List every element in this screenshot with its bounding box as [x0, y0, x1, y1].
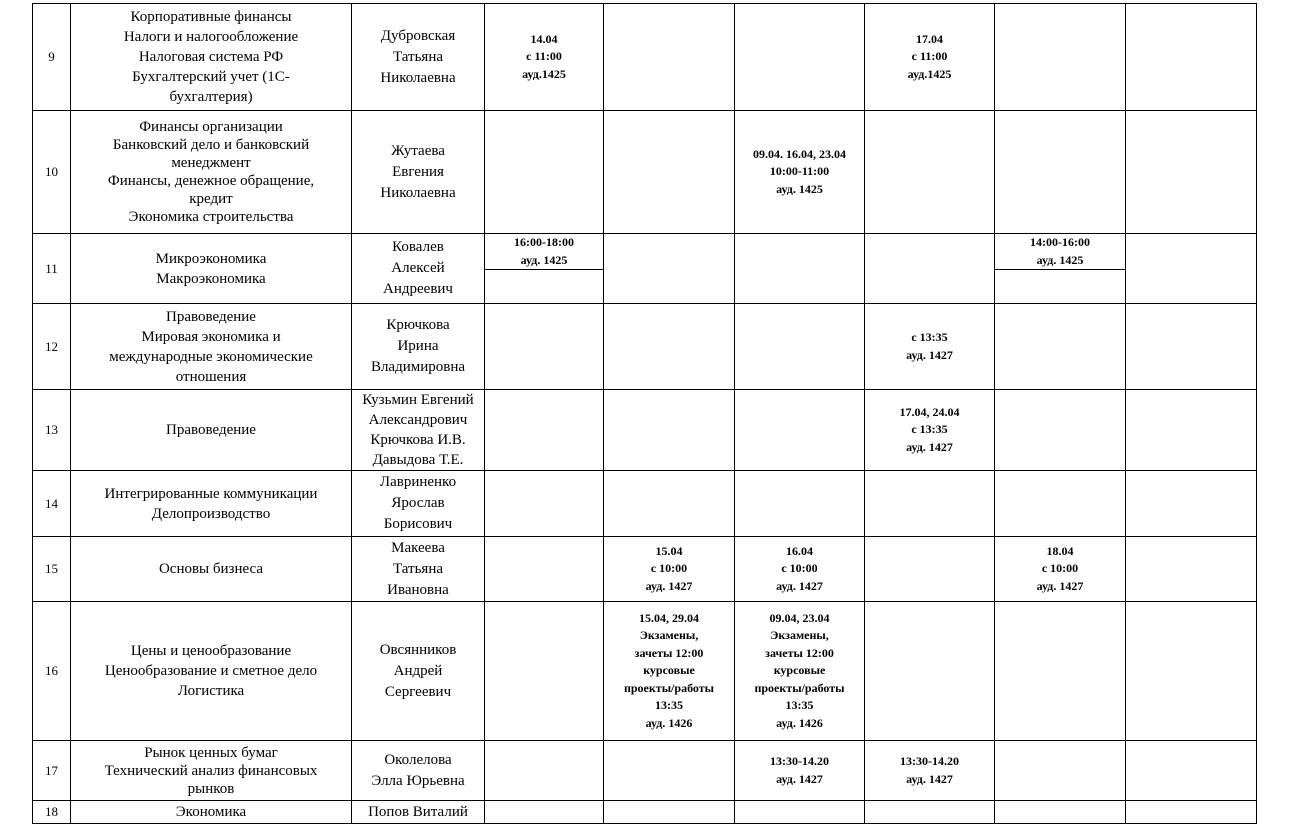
schedule-slot-4	[865, 304, 995, 390]
subject-line: Макроэкономика	[156, 270, 266, 287]
subject-line: Цены и ценообразование	[130, 643, 292, 659]
schedule-slot-5	[995, 801, 1126, 824]
subject-line: Основы бизнеса	[158, 561, 264, 577]
schedule-slot-6	[1126, 4, 1257, 111]
schedule-entry-line: ауд. 1425	[1036, 252, 1084, 267]
schedule-slot-5	[995, 304, 1126, 390]
schedule-entry-line: 17.04, 24.04	[899, 404, 960, 419]
schedule-slot-2	[604, 304, 735, 390]
schedule-entry-line: 14.04	[530, 31, 558, 46]
schedule-entry-line: ауд. 1427	[645, 578, 693, 593]
schedule-entry-line: ауд. 1427	[906, 439, 953, 454]
schedule-slot-1	[485, 234, 604, 304]
schedule-entry-line: Экзамены,	[639, 628, 699, 643]
schedule-slot-1	[485, 304, 604, 390]
schedule-slot-4	[865, 471, 995, 537]
schedule-entry-line: 18.04	[1046, 543, 1074, 558]
schedule-slot-3	[735, 741, 865, 801]
schedule-slot-4	[865, 741, 995, 801]
teacher-cell	[352, 602, 485, 741]
schedule-entry-line: ауд. 1427	[1036, 578, 1084, 593]
teacher-name-line: Сергеевич	[384, 683, 452, 700]
schedule-slot-2	[604, 4, 735, 111]
subject-line: Рынок ценных бумаг	[144, 744, 278, 761]
schedule-slot-5	[995, 741, 1126, 801]
teacher-name-line: Татьяна	[392, 48, 444, 65]
subject-line: Налоги и налогообложение	[123, 29, 299, 45]
schedule-table	[32, 3, 1257, 824]
table-row	[33, 602, 1257, 741]
schedule-entry-line: 17.04	[916, 31, 943, 46]
schedule-slot-4	[865, 801, 995, 824]
schedule-entry-line: ауд. 1426	[645, 715, 693, 730]
schedule-entry-line: проекты/работы	[754, 680, 845, 695]
schedule-entry-line: с 10:00	[1041, 561, 1079, 576]
teacher-name-line: Овсянников	[379, 641, 457, 658]
subject-line: Правоведение	[166, 422, 256, 438]
teacher-name-line: Лавриненко	[379, 474, 457, 490]
table-row	[33, 471, 1257, 537]
teacher-name-line: Татьяна	[392, 560, 444, 577]
schedule-slot-3	[735, 390, 865, 471]
schedule-entry-line: 09.04. 16.04, 23.04	[753, 146, 846, 161]
teacher-cell	[352, 741, 485, 801]
schedule-entry-line: 13:30-14.20	[900, 754, 959, 768]
subject-line: отношения	[175, 368, 247, 385]
schedule-slot-5	[995, 537, 1126, 602]
table-row	[33, 4, 1257, 111]
schedule-entry-line: ауд.1425	[907, 66, 952, 81]
schedule-slot-4	[865, 4, 995, 111]
schedule-entry-line: 13:35	[655, 698, 683, 713]
teacher-cell	[352, 304, 485, 390]
teacher-name-line: Николаевна	[380, 184, 456, 201]
schedule-slot-6	[1126, 801, 1257, 824]
row-number: 17	[33, 741, 71, 801]
row-number: 16	[33, 602, 71, 741]
subjects-cell	[71, 471, 352, 537]
table-row	[33, 111, 1257, 234]
subject-line: Технический анализ финансовых	[104, 762, 318, 779]
teacher-cell	[352, 537, 485, 602]
subject-line: Экономика строительства	[128, 209, 294, 225]
schedule-entry-line: с 11:00	[911, 49, 948, 64]
schedule-entry-line: ауд. 1427	[776, 771, 823, 786]
subjects-cell	[71, 390, 352, 471]
schedule-entry-line: ауд. 1425	[520, 252, 568, 267]
schedule-entry-line: 15.04, 29.04	[639, 610, 699, 625]
schedule-entry-line: 14:00-16:00	[1030, 235, 1090, 249]
row-number: 10	[33, 111, 71, 234]
subjects-cell	[71, 602, 352, 741]
subject-line: Делопроизводство	[151, 505, 271, 522]
schedule-slot-5	[995, 4, 1126, 111]
teacher-name-line: Элла Юрьевна	[371, 772, 465, 789]
table-row	[33, 537, 1257, 602]
teacher-cell	[352, 471, 485, 537]
teacher-cell	[352, 111, 485, 234]
schedule-slot-5	[995, 111, 1126, 234]
schedule-slot-6	[1126, 741, 1257, 801]
table-row	[33, 741, 1257, 801]
schedule-slot-3	[735, 537, 865, 602]
schedule-entry-line: 16:00-18:00	[514, 235, 574, 249]
schedule-slot-2	[604, 801, 735, 824]
teacher-name-line: Андреевич	[383, 281, 453, 297]
teacher-cell	[352, 390, 485, 471]
teacher-name-line: Евгения	[392, 163, 444, 180]
schedule-entry-line: с 11:00	[526, 49, 562, 64]
subject-line: рынков	[187, 780, 235, 797]
subjects-cell	[71, 537, 352, 602]
schedule-slot-4	[865, 390, 995, 471]
schedule-slot-1	[485, 111, 604, 234]
schedule-slot-2	[604, 537, 735, 602]
schedule-entry-line: ауд. 1427	[906, 771, 953, 786]
subject-line: менеджмент	[171, 155, 251, 171]
schedule-entry-line: 13:30-14.20	[770, 754, 829, 768]
teacher-cell	[352, 234, 485, 304]
table-row	[33, 234, 1257, 304]
schedule-slot-6	[1126, 111, 1257, 234]
schedule-entry-line: курсовые	[773, 663, 826, 678]
subject-line: Банковский дело и банковский	[112, 137, 310, 153]
subject-line: Интегрированные коммуникации	[104, 485, 318, 502]
table-row	[33, 304, 1257, 390]
teacher-name-line: Крючкова	[386, 317, 450, 333]
schedule-slot-2	[604, 741, 735, 801]
schedule-entry-line: ауд. 1426	[776, 715, 823, 730]
schedule-slot-4	[865, 537, 995, 602]
subjects-cell	[71, 234, 352, 304]
schedule-entry-line: ауд. 1427	[906, 347, 953, 362]
teacher-name-line: Кузьмин Евгений	[362, 392, 474, 408]
schedule-entry-line: Экзамены,	[770, 628, 829, 643]
schedule-entry-line: курсовые	[643, 663, 695, 678]
schedule-slot-1	[485, 801, 604, 824]
subject-line: Бухгалтерский учет (1С-	[132, 69, 290, 85]
schedule-slot-1	[485, 4, 604, 111]
schedule-slot-5	[995, 602, 1126, 741]
subjects-cell	[71, 304, 352, 390]
schedule-slot-1	[485, 471, 604, 537]
schedule-entry-line: 09.04, 23.04	[769, 610, 830, 625]
schedule-slot-1	[485, 537, 604, 602]
schedule-entry-line: 16.04	[786, 543, 813, 558]
schedule-slot-3	[735, 602, 865, 741]
teacher-name-line: Давыдова Т.Е.	[372, 452, 464, 468]
row-number: 13	[33, 390, 71, 471]
schedule-slot-2	[604, 602, 735, 741]
table-row	[33, 390, 1257, 471]
teacher-name-line: Николаевна	[380, 69, 456, 86]
teacher-name-line: Ковалев	[392, 239, 444, 255]
subjects-cell	[71, 4, 352, 111]
teacher-name-line: Александрович	[368, 412, 468, 428]
schedule-entry-line: зачеты 12:00	[765, 645, 834, 660]
schedule-slot-3	[735, 801, 865, 824]
schedule-subcell	[995, 234, 1125, 270]
schedule-slot-5	[995, 471, 1126, 537]
schedule-entry-line: 13:35	[785, 698, 814, 713]
teacher-name-line: Попов Виталий	[368, 803, 468, 820]
schedule-entry-line: с 10:00	[781, 561, 818, 576]
teacher-name-line: Ирина	[397, 338, 439, 354]
schedule-entry-line: проекты/работы	[623, 680, 715, 695]
schedule-slot-6	[1126, 537, 1257, 602]
schedule-slot-4	[865, 234, 995, 304]
subjects-cell	[71, 741, 352, 801]
teacher-name-line: Ярослав	[391, 495, 445, 511]
schedule-subcell	[485, 234, 603, 270]
schedule-slot-3	[735, 4, 865, 111]
table-row	[33, 801, 1257, 824]
schedule-slot-4	[865, 602, 995, 741]
teacher-name-line: Дубровская	[380, 27, 456, 44]
teacher-name-line: Алексей	[391, 260, 445, 276]
subject-line: Корпоративные финансы	[130, 9, 292, 25]
schedule-slot-2	[604, 234, 735, 304]
subject-line: Микроэкономика	[155, 250, 267, 267]
schedule-slot-1	[485, 741, 604, 801]
teacher-name-line: Крючкова И.В.	[370, 432, 466, 448]
row-number: 18	[33, 801, 71, 824]
schedule-entry-line: 15.04	[655, 543, 683, 558]
schedule-entry-line: с 13:35	[911, 330, 948, 344]
subject-line: Финансы организации	[139, 119, 283, 135]
schedule-slot-2	[604, 390, 735, 471]
subject-line: кредит	[189, 191, 233, 207]
row-number: 14	[33, 471, 71, 537]
schedule-slot-6	[1126, 602, 1257, 741]
subjects-cell	[71, 801, 352, 824]
subject-line: международные экономические	[109, 348, 313, 365]
teacher-name-line: Околелова	[384, 751, 452, 768]
schedule-slot-5	[995, 390, 1126, 471]
schedule-slot-1	[485, 602, 604, 741]
schedule-entry-line: с 13:35	[911, 422, 948, 437]
subject-line: Ценообразование и сметное дело	[104, 663, 318, 679]
schedule-entry-line: ауд.1425	[522, 66, 566, 81]
schedule-slot-6	[1126, 234, 1257, 304]
subject-line: Экономика	[175, 804, 247, 820]
teacher-cell	[352, 4, 485, 111]
subject-line: Правоведение	[166, 308, 256, 325]
row-number: 12	[33, 304, 71, 390]
teacher-name-line: Жутаева	[391, 142, 445, 159]
schedule-slot-3	[735, 111, 865, 234]
schedule-entry-line: с 10:00	[650, 561, 688, 576]
teacher-name-line: Ивановна	[387, 581, 449, 598]
schedule-slot-2	[604, 471, 735, 537]
row-number: 9	[33, 4, 71, 111]
schedule-slot-6	[1126, 471, 1257, 537]
schedule-entry-line: ауд. 1425	[776, 181, 823, 196]
teacher-cell	[352, 801, 485, 824]
schedule-slot-2	[604, 111, 735, 234]
schedule-slot-5	[995, 234, 1126, 304]
subject-line: Мировая экономика и	[141, 328, 281, 345]
schedule-slot-3	[735, 471, 865, 537]
schedule-entry-line: зачеты 12:00	[634, 645, 704, 660]
schedule-entry-line: 10:00-11:00	[769, 164, 830, 179]
schedule-slot-3	[735, 304, 865, 390]
schedule-slot-1	[485, 390, 604, 471]
schedule-slot-3	[735, 234, 865, 304]
subject-line: Налоговая система РФ	[138, 49, 284, 65]
row-number: 11	[33, 234, 71, 304]
subjects-cell	[71, 111, 352, 234]
schedule-slot-6	[1126, 304, 1257, 390]
teacher-name-line: Андрей	[393, 662, 443, 679]
schedule-entry-line: ауд. 1427	[776, 578, 823, 593]
subject-line: бухгалтерия)	[169, 89, 253, 105]
row-number: 15	[33, 537, 71, 602]
subject-line: Логистика	[177, 683, 245, 699]
teacher-name-line: Борисович	[383, 516, 453, 532]
teacher-name-line: Макеева	[391, 539, 445, 556]
subject-line: Финансы, денежное обращение,	[107, 173, 315, 189]
teacher-name-line: Владимировна	[370, 359, 466, 375]
schedule-slot-4	[865, 111, 995, 234]
schedule-slot-6	[1126, 390, 1257, 471]
